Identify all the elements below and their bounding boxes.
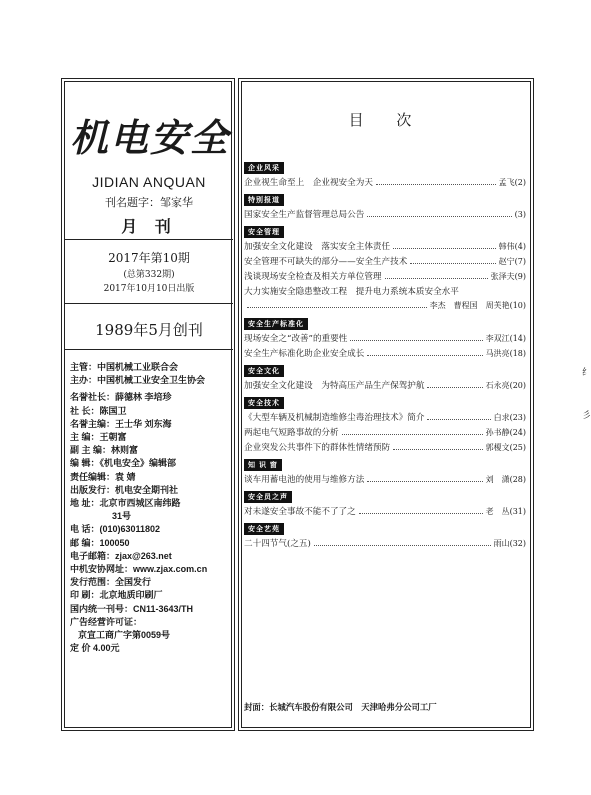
entry-title: 浅谈现场安全检查及相关方单位管理 xyxy=(244,272,382,282)
entry-title: 两起电气短路事故的分析 xyxy=(244,428,339,438)
toc-entry[interactable] xyxy=(244,240,526,255)
entry-author-page: 李杰 曹程国 周芙艳(10) xyxy=(429,301,526,310)
info-line: 地 址：北京市西城区南纬路 xyxy=(70,498,181,509)
toc-entry[interactable] xyxy=(244,300,526,315)
leader-dots xyxy=(376,178,496,185)
info-line: 社 长：陈国卫 xyxy=(70,405,127,416)
contents-title: 目 次 xyxy=(348,111,426,129)
entry-title: 二十四节气(之五) xyxy=(244,539,311,549)
info-line: 发行范围：全国发行 xyxy=(70,577,152,588)
leader-dots xyxy=(342,428,483,435)
section-tag: 安全员之声 xyxy=(244,491,292,503)
info-line: 中机安协网址：www.zjax.com.cn xyxy=(70,564,208,575)
divider xyxy=(65,239,233,240)
entry-author-page: (3) xyxy=(514,210,526,219)
info-line: 编 辑：《机电安全》编辑部 xyxy=(70,458,177,469)
leader-dots xyxy=(393,242,496,249)
info-line: 名誉社长：薛德林 李培珍 xyxy=(70,392,172,403)
leader-dots xyxy=(359,507,483,514)
entry-title: 企业突发公共事件下的群体性情绪预防 xyxy=(244,443,391,453)
info-line: 出版发行：机电安全期刊社 xyxy=(70,484,179,495)
cover-credit: 封面：长城汽车股份有限公司 天津哈弗分公司工厂 xyxy=(244,702,437,712)
entry-author-page: 赵宁(7) xyxy=(498,257,526,266)
entry-title: 《大型车辆及机械制造维修尘毒治理技术》简介 xyxy=(244,413,425,423)
entry-author-page: 张泽夫(9) xyxy=(490,272,526,281)
toc-entry[interactable] xyxy=(244,208,526,223)
publication-date: 2017年10月10日出版 xyxy=(103,284,195,294)
publication-info xyxy=(70,361,230,655)
contents-list xyxy=(244,159,526,552)
info-line: 责任编辑：袁 婧 xyxy=(70,471,136,482)
toc-entry[interactable] xyxy=(244,473,526,488)
magazine-pinyin: JIDIAN ANQUAN xyxy=(92,174,206,190)
leader-dots xyxy=(385,272,488,279)
section-tag: 安全文化 xyxy=(244,365,284,377)
edge-glyph: 彡 xyxy=(582,411,591,421)
info-line: 名誉主编：王士华 刘东海 xyxy=(70,418,172,429)
toc-entry[interactable] xyxy=(244,441,526,456)
entry-author-page: 郭榎文(25) xyxy=(485,443,526,452)
toc-entry[interactable] xyxy=(244,176,526,191)
leader-dots xyxy=(314,539,491,546)
entry-title: 企业视生命至上 企业视安全为天 xyxy=(244,178,373,188)
entry-author-page: 孙书静(24) xyxy=(485,428,526,437)
entry-title: 安全生产标准化助企业安全成长 xyxy=(244,349,365,359)
edge-glyph: 纟 xyxy=(582,368,591,378)
leader-dots xyxy=(427,381,482,388)
toc-entry[interactable] xyxy=(244,285,526,300)
leader-dots xyxy=(393,443,482,450)
info-line: 京宣工商广字第0059号 xyxy=(78,630,171,641)
section-tag: 知 识 窗 xyxy=(244,459,282,471)
entry-author-page: 刘 潇(28) xyxy=(485,475,526,484)
toc-entry[interactable] xyxy=(244,537,526,552)
toc-entry[interactable] xyxy=(244,332,526,347)
toc-entry[interactable] xyxy=(244,426,526,441)
leader-dots xyxy=(367,475,482,482)
leader-dots xyxy=(367,349,482,356)
divider xyxy=(65,349,233,350)
entry-author-page: 白求(23) xyxy=(493,413,526,422)
entry-title: 加强安全文化建设 落实安全主体责任 xyxy=(244,242,391,252)
entry-title: 安全管理不可缺失的部分——安全生产技术 xyxy=(244,257,408,267)
info-line: 国内统一刊号：CN11-3643/TH xyxy=(70,603,194,614)
section-tag: 安全技术 xyxy=(244,397,284,409)
section-tag: 特别报道 xyxy=(244,194,284,206)
info-line: 电子邮箱：zjax@263.net xyxy=(70,550,172,561)
leader-dots xyxy=(247,301,427,308)
entry-title: 谈车用蓄电池的使用与维修方法 xyxy=(244,475,365,485)
entry-author-page: 老 丛(31) xyxy=(485,507,526,516)
entry-title: 国家安全生产监督管理总局公告 xyxy=(244,210,365,220)
leader-dots xyxy=(350,334,482,341)
info-line: 31号 xyxy=(112,511,132,522)
founded-date: 1989年5月创刊 xyxy=(95,321,203,339)
info-line: 邮 编：100050 xyxy=(70,537,130,548)
entry-author-page: 孟飞(2) xyxy=(498,178,526,187)
entry-author-page: 马洪亮(18) xyxy=(485,349,526,358)
masthead-panel xyxy=(61,78,235,731)
info-line: 定 价 4.00元 xyxy=(70,643,120,654)
info-line: 主 编：王朝富 xyxy=(70,432,127,443)
toc-entry[interactable] xyxy=(244,505,526,520)
info-line: 副 主 编：林则富 xyxy=(70,445,139,456)
section-tag: 安全生产标准化 xyxy=(244,318,308,330)
frequency-label: 月 刊 xyxy=(121,217,177,236)
entry-author-page: 石永亮(20) xyxy=(485,381,526,390)
total-issue: (总第332期) xyxy=(123,270,175,280)
entry-author-page: 李双江(14) xyxy=(485,334,526,343)
section-tag: 安全艺苑 xyxy=(244,523,284,535)
info-line: 广告经营许可证： xyxy=(70,616,143,627)
entry-title: 大力实施安全隐患整改工程 提升电力系统本质安全水平 xyxy=(244,287,459,297)
toc-entry[interactable] xyxy=(244,379,526,394)
toc-entry[interactable] xyxy=(244,270,526,285)
info-line: 主管：中国机械工业联合会 xyxy=(70,362,179,372)
entry-author-page: 雨山(32) xyxy=(493,539,526,548)
issue-number: 2017年第10期 xyxy=(108,251,190,265)
magazine-logo: 机电安全 xyxy=(70,115,231,160)
entry-title: 加强安全文化建设 为特高压产品生产保驾护航 xyxy=(244,381,425,391)
info-line: 印 刷：北京地质印刷厂 xyxy=(70,590,163,601)
info-line: 主办：中国机械工业安全卫生协会 xyxy=(70,375,206,386)
info-line: 电 话：(010)63011802 xyxy=(70,524,161,535)
divider xyxy=(65,303,233,304)
title-inscription: 刊名题字：邹家华 xyxy=(105,196,193,209)
section-tag: 企业风采 xyxy=(244,162,284,174)
toc-entry[interactable] xyxy=(244,347,526,362)
leader-dots xyxy=(410,257,495,264)
section-tag: 安全管理 xyxy=(244,226,284,238)
toc-entry[interactable] xyxy=(244,411,526,426)
contents-panel xyxy=(238,78,534,731)
entry-title: 现场安全之“改善”的重要性 xyxy=(244,334,348,344)
entry-title: 对未遂安全事故不能不了了之 xyxy=(244,507,356,517)
leader-dots xyxy=(367,210,511,217)
entry-author-page: 韩伟(4) xyxy=(498,242,526,251)
leader-dots xyxy=(427,413,490,420)
toc-entry[interactable] xyxy=(244,255,526,270)
